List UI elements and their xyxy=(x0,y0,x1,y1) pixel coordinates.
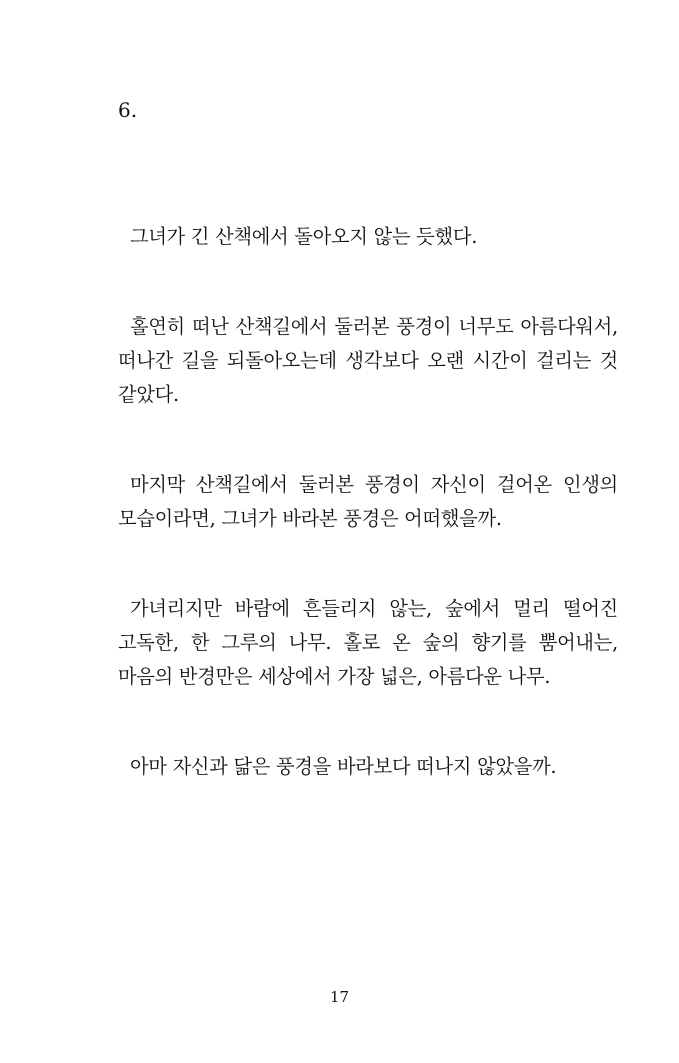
page-number: 17 xyxy=(329,988,350,1006)
body-text xyxy=(118,220,618,784)
chapter-number: 6. xyxy=(118,98,138,122)
paragraph-5: 아마 자신과 닮은 풍경을 바라보다 떠나지 않았을까. xyxy=(130,755,557,778)
paragraph-2: 홀연히 떠난 산책길에서 둘러본 풍경이 너무도 아름다워서, 떠나간 길을 되돌아오는데 생각보다 오랜 시간이 걸리는 것 같았다. xyxy=(118,315,618,406)
paragraph-4: 가녀리지만 바람에 흔들리지 않는, 숲에서 멀리 떨어진 고독한, 한 그루의 나무. 홀로 온 숲의 향기를 뿜어내는, 마음의 반경만은 세상에서 가장 넓은, 아름다운 나무. xyxy=(118,597,618,688)
paragraph-3: 마지막 산책길에서 둘러본 풍경이 자신이 걸어온 인생의 모습이라면, 그녀가 바라본 풍경은 어떠했을까. xyxy=(118,473,618,530)
paragraph-1: 그녀가 긴 산책에서 돌아오지 않는 듯했다. xyxy=(130,225,478,248)
